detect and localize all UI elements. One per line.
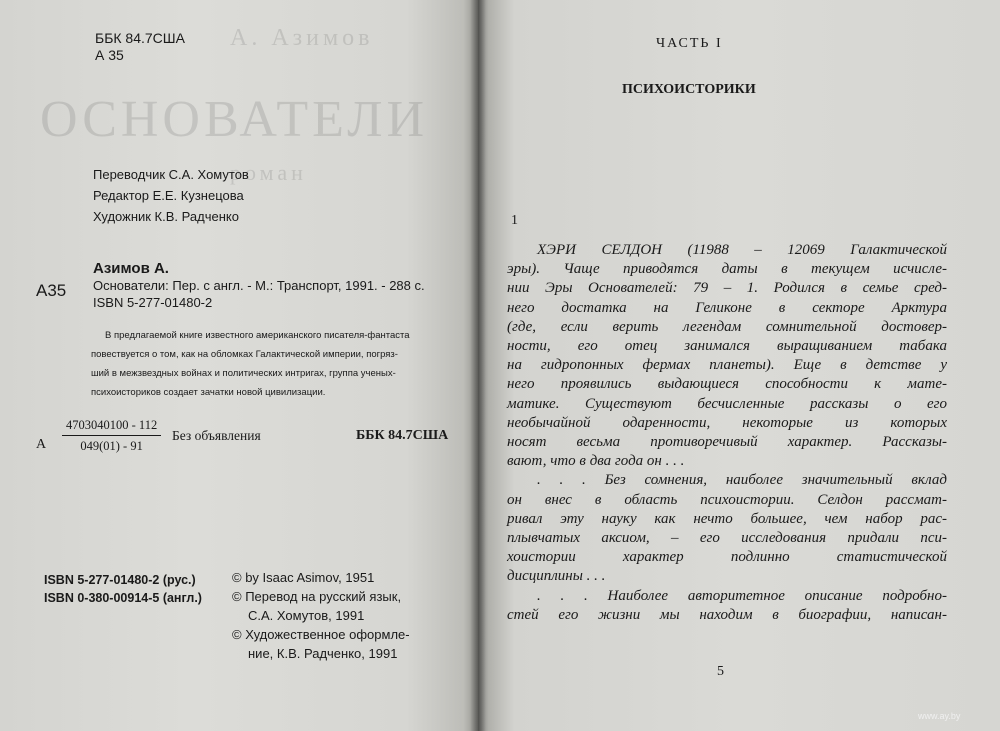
bbk-bottom: ББК 84.7США [356, 428, 449, 443]
isbn-list [44, 571, 202, 607]
publication-info: Основатели: Пер. с англ. - М.: Транспорт, 1991. - 288 с. ISBN 5-277-01480-2 [93, 278, 425, 310]
show-through-author: А. Азимов [230, 25, 374, 51]
no-advert-label: Без объявления [172, 428, 261, 443]
bbk-top: ББК 84.7США А 35 [95, 30, 185, 63]
editor-credit: Редактор Е.Е. Кузнецова [93, 188, 244, 203]
body-line: он внес в область психоистории. Селдон рассмат- [507, 491, 947, 508]
left-page [0, 0, 478, 731]
body-line: на гидропонных фермах планеты). Еще в детстве у [507, 357, 947, 374]
body-line: дисциплины . . . [507, 568, 606, 585]
copyright-block: © by Isaac Asimov, 1951 © Перевод на русский язык, С.А. Хомутов, 1991 © Художественное оформле- ние, К.В. Радченко, 1991 [232, 570, 410, 661]
section-number: 1 [511, 213, 518, 228]
artist-credit: Художник К.В. Радченко [93, 209, 239, 224]
body-line: ривал эту науку как нечто большее, чем набор рас- [507, 510, 947, 527]
author-heading: Азимов А. [93, 260, 169, 277]
code-letter: А [36, 437, 47, 452]
body-line: необычайной одаренности, некоторые из которых [507, 414, 947, 431]
fraction-numerator: 4703040100 - 112 [62, 418, 161, 436]
body-line: носят весьма противоречивый характер. Рассказы- [507, 434, 947, 451]
body-line: . . . Наиболее авторитетное описание подробно- [537, 587, 947, 604]
body-line: нии Эры Основателей: 79 – 1. Родился в семье сред- [507, 280, 947, 297]
isbn-english: ISBN 0-380-00914-5 (англ.) [44, 591, 202, 605]
isbn-russian: ISBN 5-277-01480-2 (рус.) [44, 573, 196, 587]
chapter-title: ПСИХОИСТОРИКИ [622, 82, 756, 97]
body-line: плывчатых аксиом, – его исследования придали пси- [507, 530, 947, 547]
show-through-title: ОСНОВАТЕЛИ [40, 91, 429, 148]
fraction-denominator: 049(01) - 91 [80, 439, 143, 453]
body-line: ХЭРИ СЕЛДОН (11988 – 12069 Галактической [537, 242, 947, 258]
body-line: . . . Без сомнения, наиболее значительный вклад [537, 472, 947, 489]
body-line: эры). Чаще приводятся даты в текущем исчисле- [507, 261, 947, 278]
body-line: стей его жизни мы находим в биографии, написан- [507, 606, 947, 623]
body-line: ности, его отец занимался выращиванием табака [507, 338, 947, 355]
credits [93, 164, 249, 227]
watermark: www.ay.by [918, 711, 961, 721]
page-number: 5 [717, 664, 724, 679]
catalog-code: А35 [36, 281, 67, 300]
body-text [507, 241, 947, 625]
body-line: хоистории характер подлинно статистической [507, 549, 947, 566]
annotation: В предлагаемой книге известного американского писателя-фантаста повествуется о том, как на обломках Галактической империи, погряз- ший в межзвездных войнах и политических интригах, группа ученых- психоисториков создает зачатки новой цивилизации. [91, 330, 410, 398]
part-label: ЧАСТЬ I [656, 36, 723, 51]
body-line: него достатка на Геликоне в секторе Арктура [507, 299, 947, 316]
catalog-fraction [62, 418, 161, 454]
book-spine [470, 0, 486, 731]
body-line: (где, если верить легендам сомнительной достовер- [507, 318, 947, 335]
body-line: матике. Существуют бесчисленные рассказы о его [507, 395, 947, 412]
body-line: него проявились выдающиеся способности к мате- [507, 376, 947, 393]
translator-credit: Переводчик С.А. Хомутов [93, 167, 249, 182]
show-through-genre: роман [230, 160, 307, 185]
body-line: вают, что в два года он . . . [507, 453, 685, 470]
